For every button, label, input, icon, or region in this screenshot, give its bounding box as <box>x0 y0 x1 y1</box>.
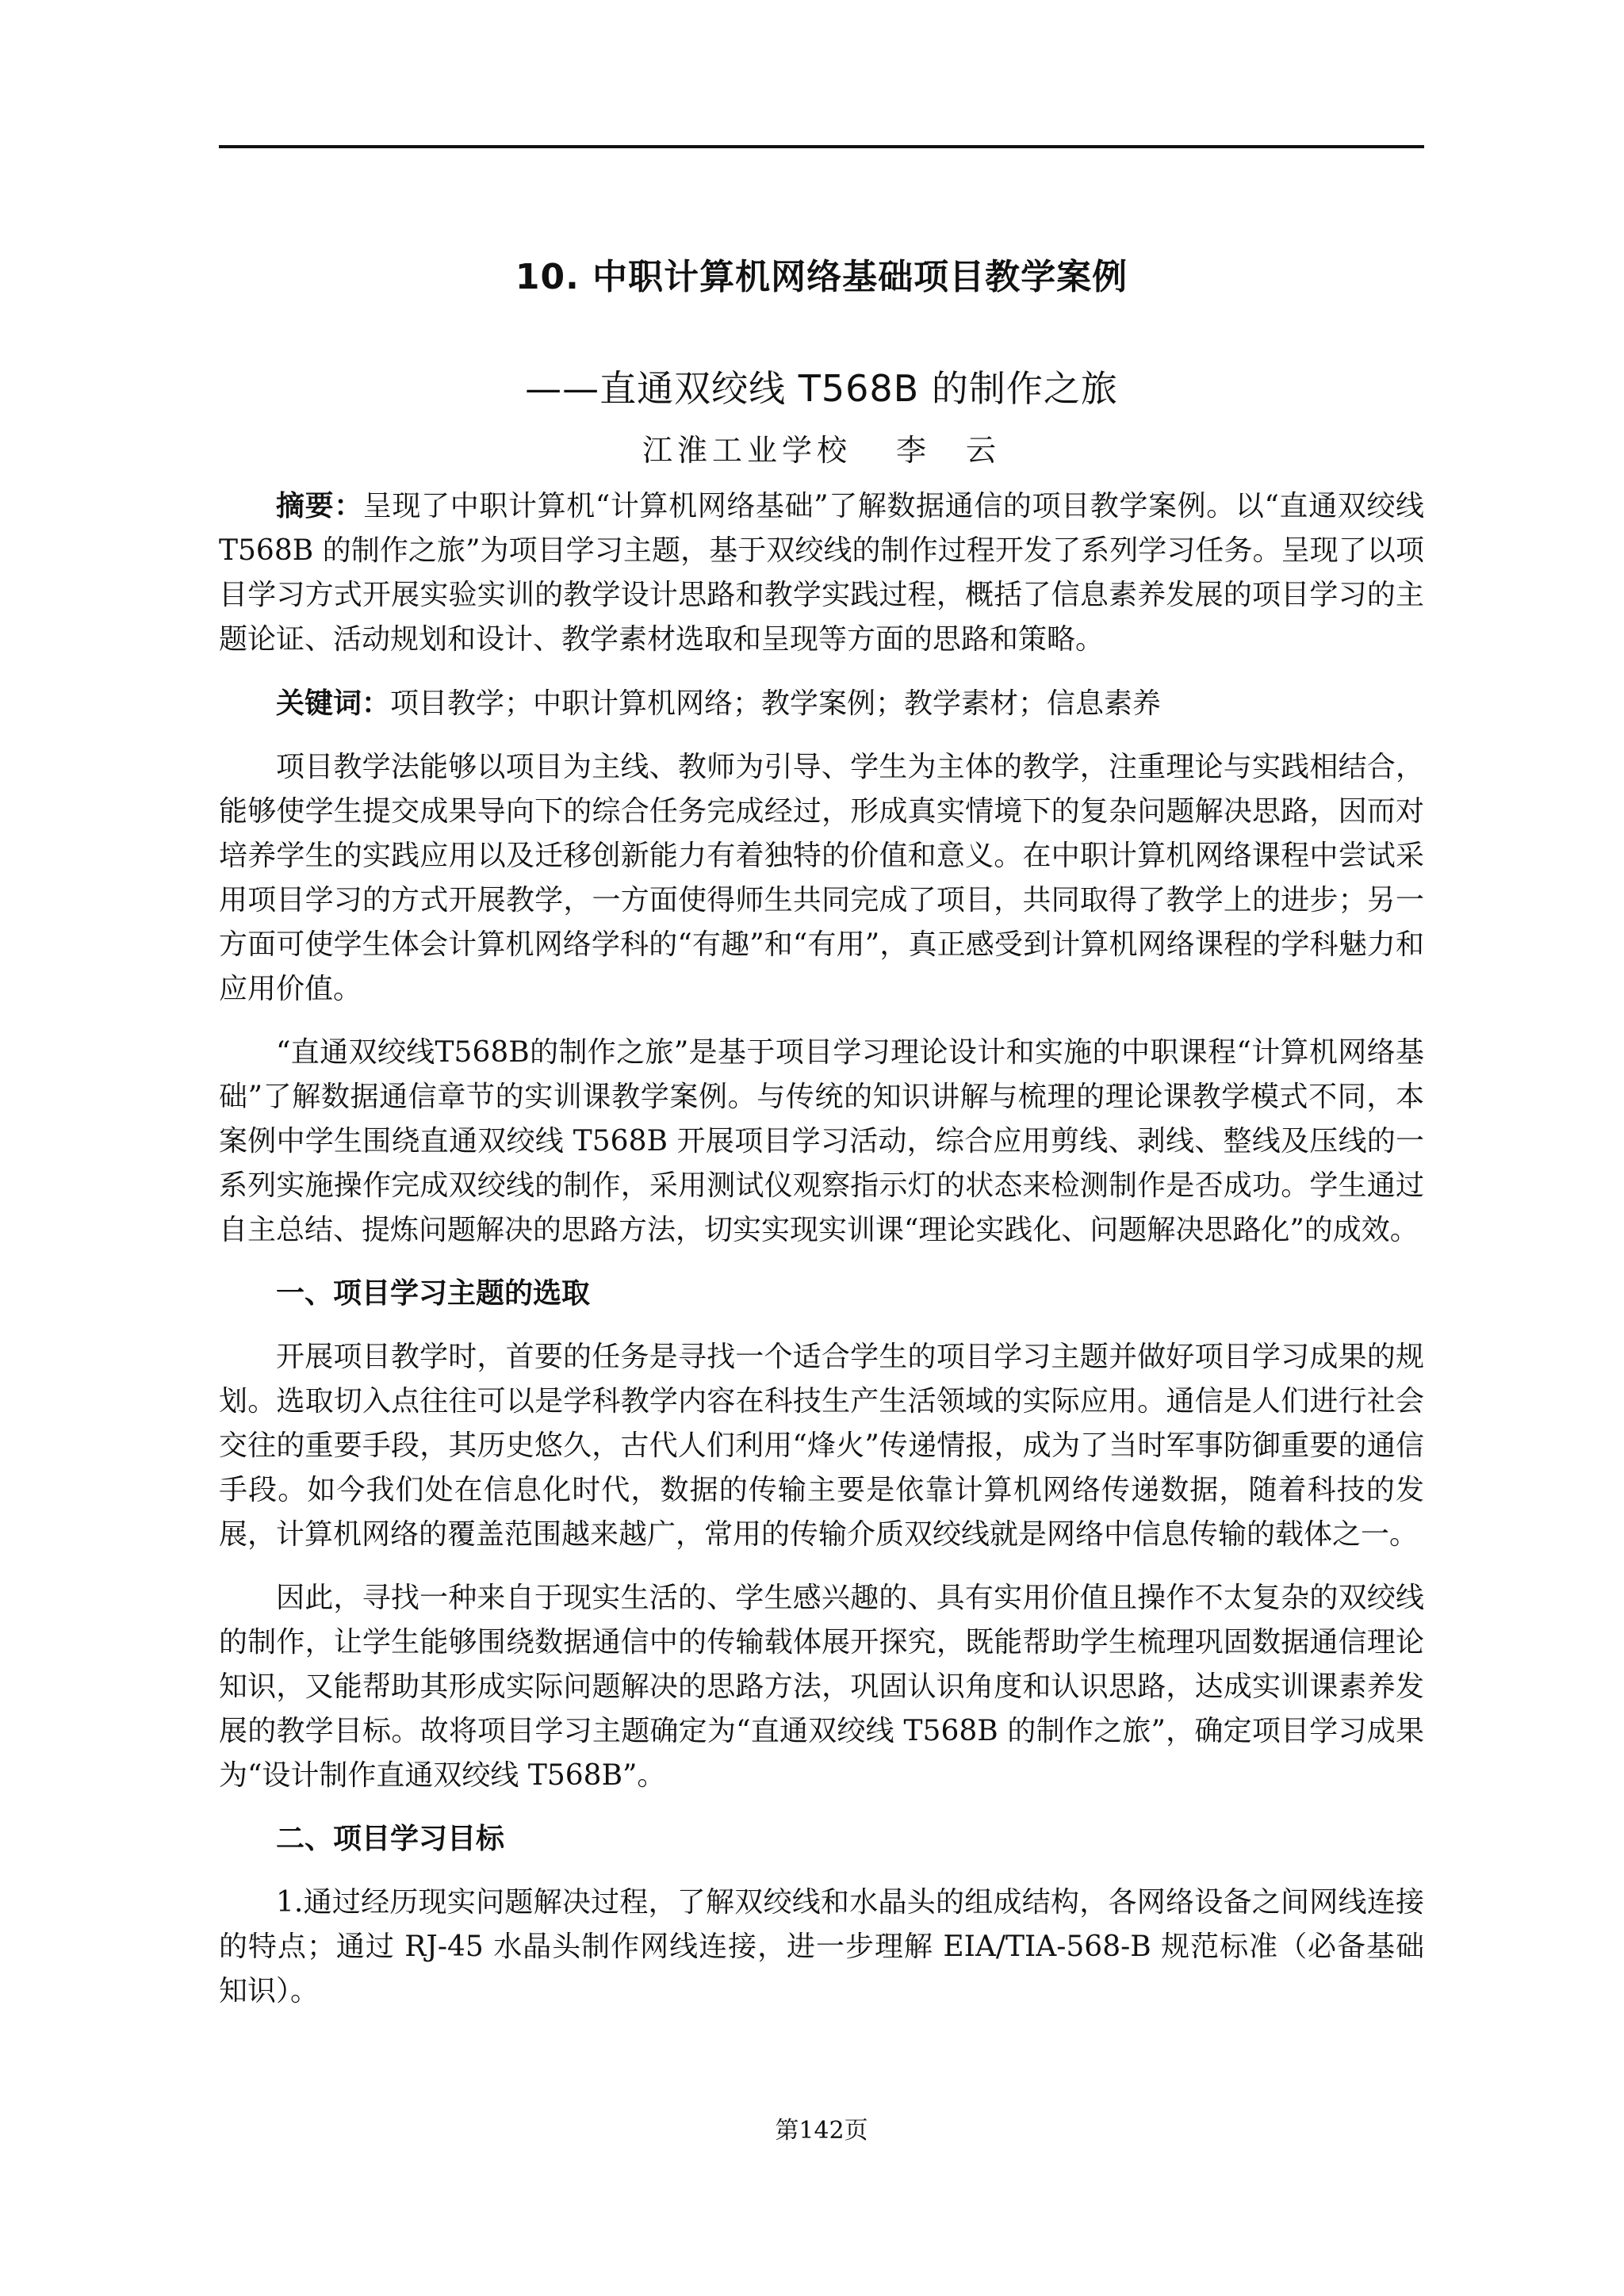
page-number: 第142页 <box>775 2117 868 2145</box>
abstract-paragraph <box>219 484 1424 662</box>
document-title: 10. 中职计算机网络基础项目教学案例 <box>515 257 1128 297</box>
keywords-text: 项目教学；中职计算机网络；教学案例；教学素材；信息素养 <box>390 687 1162 720</box>
body-paragraph: 项目教学法能够以项目为主线、教师为引导、学生为主体的教学，注重理论与实践相结合，能够使学生提交成果导向下的综合任务完成经过，形成真实情境下的复杂问题解决思路，因而对培养学生的实践应用以及迁移创新能力有着独特的价值和意义。在中职计算机网络课程中尝试采用项目学习的方式开展教学，一方面使得师生共同完成了项目，共同取得了教学上的进步；另一方面可使学生体会计算机网络学科的“有趣”和“有用”，真正感受到计算机网络课程的学科魅力和应用价值。 <box>219 751 1424 1005</box>
header-rule <box>219 145 1424 148</box>
section-heading: 二、项目学习目标 <box>276 1823 505 1855</box>
body-paragraph: 1.通过经历现实问题解决过程，了解双绞线和水晶头的组成结构，各网络设备之间网线连接的特点；通过 RJ-45 水晶头制作网线连接，进一步理解 EIA/TIA-568-B 规范标准（必备基础知识）。 <box>219 1886 1424 2007</box>
document-subtitle: ——直通双绞线 T568B 的制作之旅 <box>525 367 1118 410</box>
author-line <box>219 428 1424 473</box>
keywords-label: 关键词： <box>276 687 391 720</box>
abstract-label: 摘要： <box>276 489 363 522</box>
document-body <box>219 484 1424 2033</box>
keywords-paragraph <box>219 681 1424 726</box>
document-page <box>219 0 1424 2296</box>
abstract-text: 呈现了中职计算机“计算机网络基础”了解数据通信的项目教学案例。以“直通双绞线 T568B 的制作之旅”为项目学习主题，基于双绞线的制作过程开发了系列学习任务。呈现了以项目学习方式开展实验实训的教学设计思路和教学实践过程，概括了信息素养发展的项目学习的主题论证、活动规划和设计、教学素材选取和呈现等方面的思路和策略。 <box>219 490 1424 656</box>
author-name: 李 云 <box>896 433 1002 468</box>
section-heading: 一、项目学习主题的选取 <box>276 1277 591 1310</box>
body-paragraph: 因此，寻找一种来自于现实生活的、学生感兴趣的、具有实用价值且操作不太复杂的双绞线的制作，让学生能够围绕数据通信中的传输载体展开探究，既能帮助学生梳理巩固数据通信理论知识，又能帮助其形成实际问题解决的思路方法，巩固认识角度和认识思路，达成实训课素养发展的教学目标。故将项目学习主题确定为“直通双绞线 T568B 的制作之旅”，确定项目学习成果为“设计制作直通双绞线 T568B”。 <box>219 1582 1424 1792</box>
body-paragraph: “直通双绞线T568B的制作之旅”是基于项目学习理论设计和实施的中职课程“计算机网络基础”了解数据通信章节的实训课教学案例。与传统的知识讲解与梳理的理论课教学模式不同，本案例中学生围绕直通双绞线 T568B 开展项目学习活动，综合应用剪线、剥线、整线及压线的一系列实施操作完成双绞线的制作，采用测试仪观察指示灯的状态来检测制作是否成功。学生通过自主总结、提炼问题解决的思路方法，切实实现实训课“理论实践化、问题解决思路化”的成效。 <box>219 1036 1424 1246</box>
body-paragraph: 开展项目教学时，首要的任务是寻找一个适合学生的项目学习主题并做好项目学习成果的规划。选取切入点往往可以是学科教学内容在科技生产生活领域的实际应用。通信是人们进行社会交往的重要手段，其历史悠久，古代人们利用“烽火”传递情报，成为了当时军事防御重要的通信手段。如今我们处在信息化时代，数据的传输主要是依靠计算机网络传递数据，随着科技的发展，计算机网络的覆盖范围越来越广，常用的传输介质双绞线就是网络中信息传输的载体之一。 <box>219 1341 1424 1551</box>
author-school: 江淮工业学校 <box>642 433 852 468</box>
